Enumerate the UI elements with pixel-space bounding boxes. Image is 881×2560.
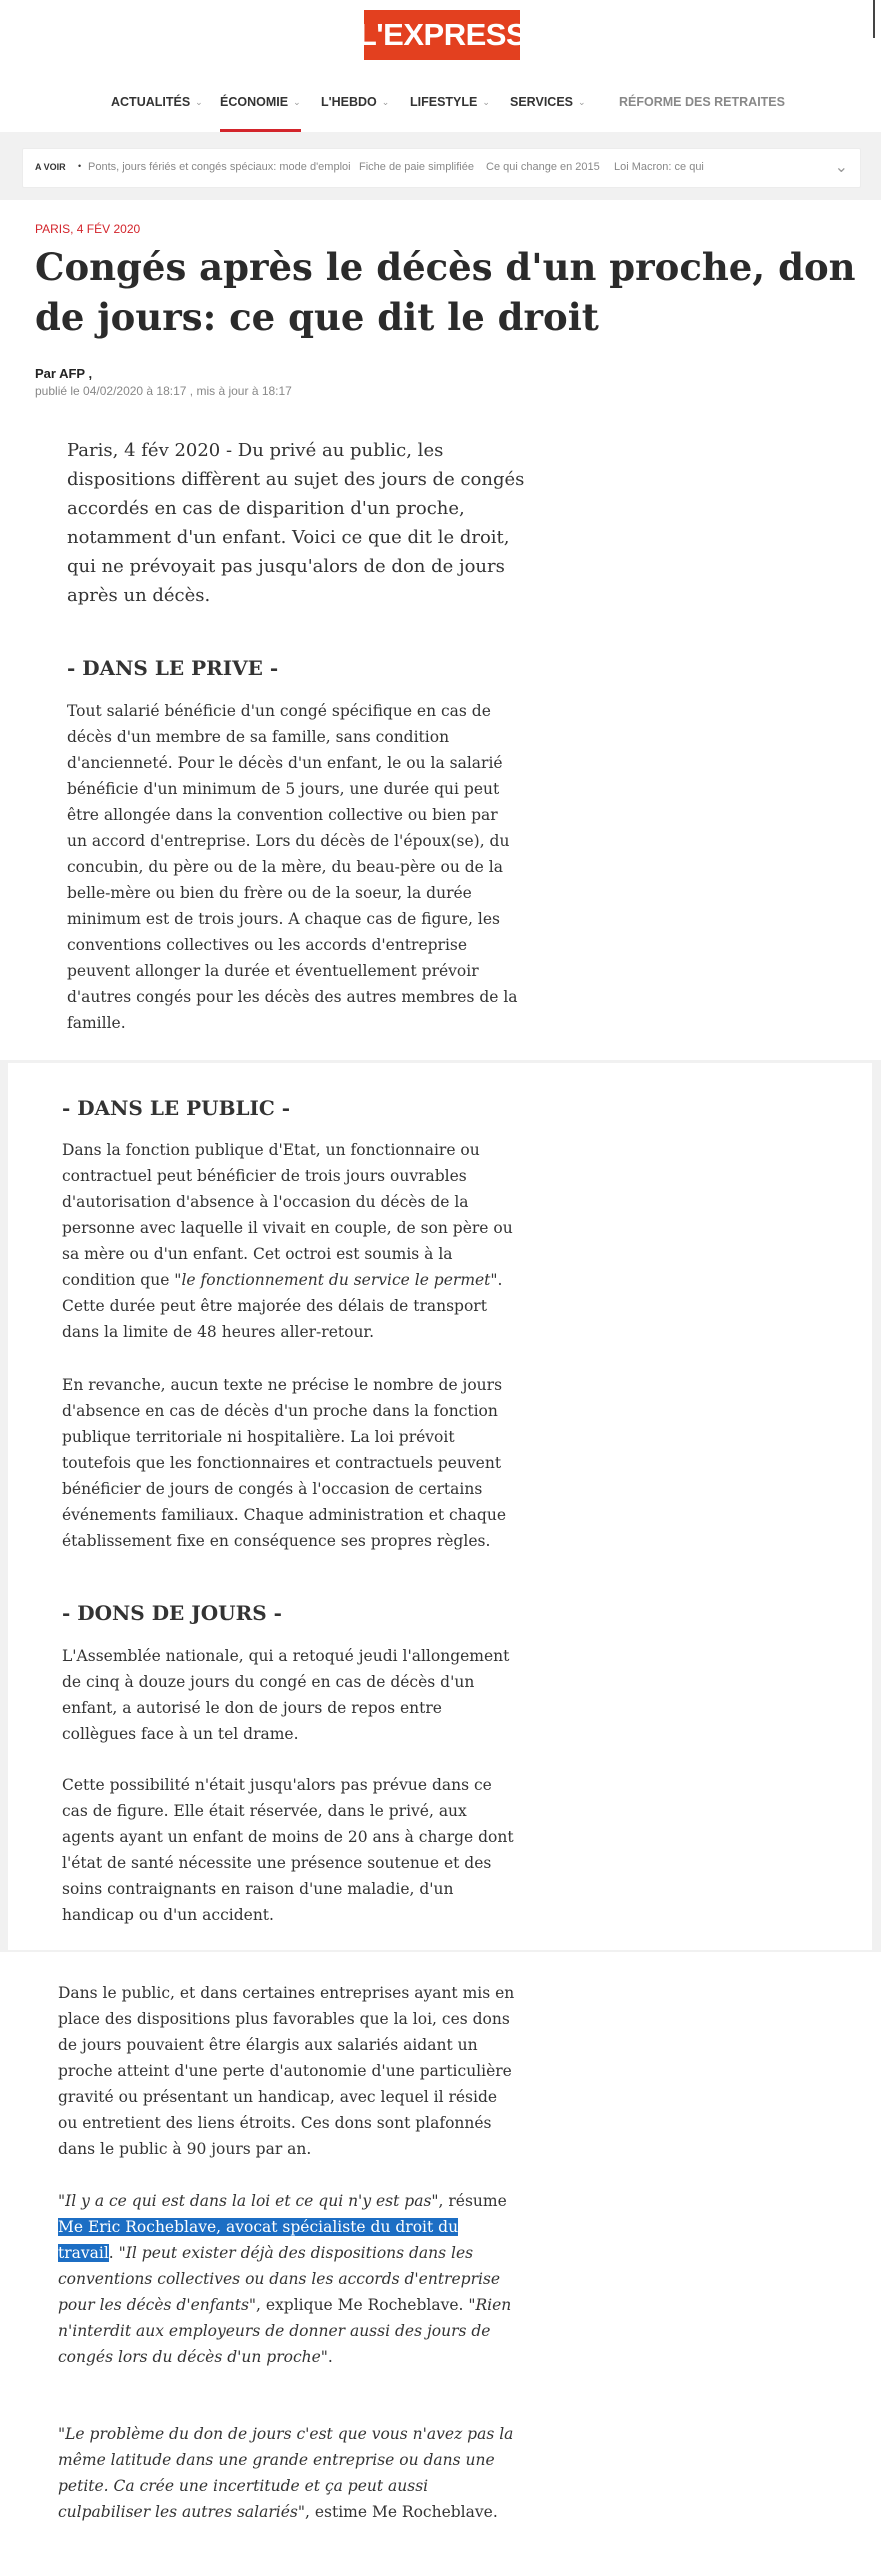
nav-item-label: LIFESTYLE bbox=[410, 95, 478, 109]
nav-item-label: ÉCONOMIE bbox=[220, 95, 289, 109]
bullet-icon: • bbox=[78, 161, 82, 171]
a-voir-link[interactable]: Ce qui change en 2015 bbox=[486, 161, 600, 173]
paragraph: L'Assemblée nationale, qui a retoqué jeudi l'allongement de cinq à douze jours du congé en cas de décès d'un enfant, a autorisé le don de jours de repos entre collègues face à un tel drame. bbox=[62, 1647, 510, 1743]
nav-item-services[interactable] bbox=[510, 72, 586, 132]
site-header bbox=[0, 0, 881, 72]
window-edge-line bbox=[873, 0, 875, 38]
section-heading-dons: - DONS DE JOURS - bbox=[62, 1601, 282, 1625]
nav-item-lifestyle[interactable] bbox=[410, 72, 490, 132]
paragraph: Cette possibilité n'était jusqu'alors pas prévue dans ce cas de figure. Elle était réservée, dans le privé, aux agents ayant un enfant de moins de 20 ans à charge dont l'état de santé nécessite une présence soutenue et des soins contraignants en raison d'une maladie, d'un handicap ou d'un accident. bbox=[62, 1776, 514, 1924]
article-dateline: PARIS, 4 FÉV 2020 bbox=[35, 222, 141, 236]
chevron-down-icon: ⌄ bbox=[578, 96, 586, 107]
paragraph: Dans la fonction publique d'Etat, un fonctionnaire ou contractuel peut bénéficier de trois jours ouvrables d'autorisation d'absence à l'occasion du décès de la personne avec laquelle il vivait en couple, de son père ou sa mère ou d'un enfant. Cet octroi est soumis à la condition que "le fonctionnement du service le permet". Cette durée peut être majorée des délais de transport dans la limite de 48 heures aller-retour. bbox=[62, 1141, 513, 1341]
nav-item-label: ACTUALITÉS bbox=[111, 95, 191, 109]
nav-item-label: SERVICES bbox=[510, 95, 573, 109]
paragraph: Dans le public, et dans certaines entreprises ayant mis en place des dispositions plus favorables que la loi, ces dons de jours pouvaient être élargis aux salariés aidant un proche atteint d'une perte d'autonomie d'une particulière gravité ou présentant un handicap, avec lequel il réside ou entretient des liens étroits. Ces dons sont plafonnés dans le public à 90 jours par an. bbox=[58, 1984, 515, 2158]
paragraph: Tout salarié bénéficie d'un congé spécifique en cas de décès d'un membre de sa famille, sans condition d'ancienneté. Pour le décès d'un enfant, le ou la salarié bénéficie d'un minimum de 5 jours, une durée qui peut être allongée dans la convention collective ou bien par un accord d'entreprise. Lors du décès de l'époux(se), du concubin, du père ou de la mère, du beau-père ou de la belle-mère ou bien du frère ou de la soeur, la durée minimum est de trois jours. A chaque cas de figure, les conventions collectives ou les accords d'entreprise peuvent allonger la durée et éventuellement prévoir d'autres congés pour les décès des autres membres de la famille. bbox=[67, 702, 518, 1032]
nav-item-economie[interactable] bbox=[220, 72, 301, 132]
quote-paragraph: "Il y a ce qui est dans la loi et ce qui n'y est pas", résume Me Eric Rocheblave, avocat spécialiste du droit du travail. "Il peut exister déjà des dispositions dans les conventions collectives ou dans les accords d'entreprise pour les décès d'enfants", explique Me Rocheblave. "Rien n'interdit aux employeurs de donner aussi des jours de congés lors du décès d'un proche". bbox=[58, 2192, 512, 2366]
nav-item-actualites[interactable] bbox=[111, 72, 203, 132]
article-intro: Paris, 4 fév 2020 - Du privé au public, les dispositions diffèrent au sujet des jours de congés accordés en cas de disparition d'un proche, notamment d'un enfant. Voici ce que dit le droit, qui ne prévoyait pas jusqu'alors de don de jours après un décès. bbox=[67, 440, 525, 606]
a-voir-link[interactable]: Fiche de paie simplifiée bbox=[359, 161, 474, 173]
a-voir-link[interactable]: Ponts, jours fériés et congés spéciaux: mode d'emploi bbox=[88, 161, 351, 173]
chevron-down-icon[interactable]: ⌄ bbox=[834, 159, 848, 176]
paragraph: En revanche, aucun texte ne précise le nombre de jours d'absence en cas de décès d'un proche dans la fonction publique territoriale ni hospitalière. La loi prévoit toutefois que les fonctionnaires et contractuels peuvent bénéficier de jours de congés à l'occasion de certains événements familiaux. Chaque administration et chaque établissement fixe en conséquence ses propres règles. bbox=[62, 1376, 507, 1550]
selected-text-highlight[interactable]: Me Eric Rocheblave, avocat spécialiste du droit du travail bbox=[58, 2218, 459, 2262]
chevron-down-icon: ⌄ bbox=[293, 96, 301, 107]
chevron-down-icon: ⌄ bbox=[381, 96, 390, 107]
chevron-down-icon: ⌄ bbox=[482, 96, 490, 107]
article-byline[interactable]: Par AFP , bbox=[35, 366, 93, 381]
section-heading-prive: - DANS LE PRIVE - bbox=[67, 656, 279, 680]
a-voir-link[interactable]: Loi Macron: ce qui bbox=[614, 161, 704, 173]
a-voir-bar bbox=[22, 148, 861, 188]
chevron-down-icon: ⌄ bbox=[195, 96, 203, 107]
quote-paragraph: "Le problème du don de jours c'est que vous n'avez pas la même latitude dans une grande entreprise ou dans une petite. Ca crée une incertitude et ça peut aussi culpabiliser les autres salariés", estime Me Rocheblave. bbox=[58, 2425, 514, 2521]
site-logo[interactable]: L'EXPRESS bbox=[364, 10, 520, 60]
nav-item-reforme-retraites[interactable] bbox=[619, 72, 785, 132]
a-voir-label: A VOIR bbox=[35, 162, 66, 172]
main-nav bbox=[0, 72, 881, 132]
nav-item-lhebdo[interactable] bbox=[321, 72, 389, 132]
nav-item-label: RÉFORME DES RETRAITES bbox=[619, 95, 785, 109]
nav-item-label: L'HEBDO bbox=[321, 95, 377, 109]
section-heading-public: - DANS LE PUBLIC - bbox=[62, 1096, 291, 1120]
article-title: Congés après le décès d'un proche, don de jours: ce que dit le droit bbox=[35, 245, 856, 339]
article-published-date: publié le 04/02/2020 à 18:17 , mis à jour à 18:17 bbox=[35, 384, 292, 398]
